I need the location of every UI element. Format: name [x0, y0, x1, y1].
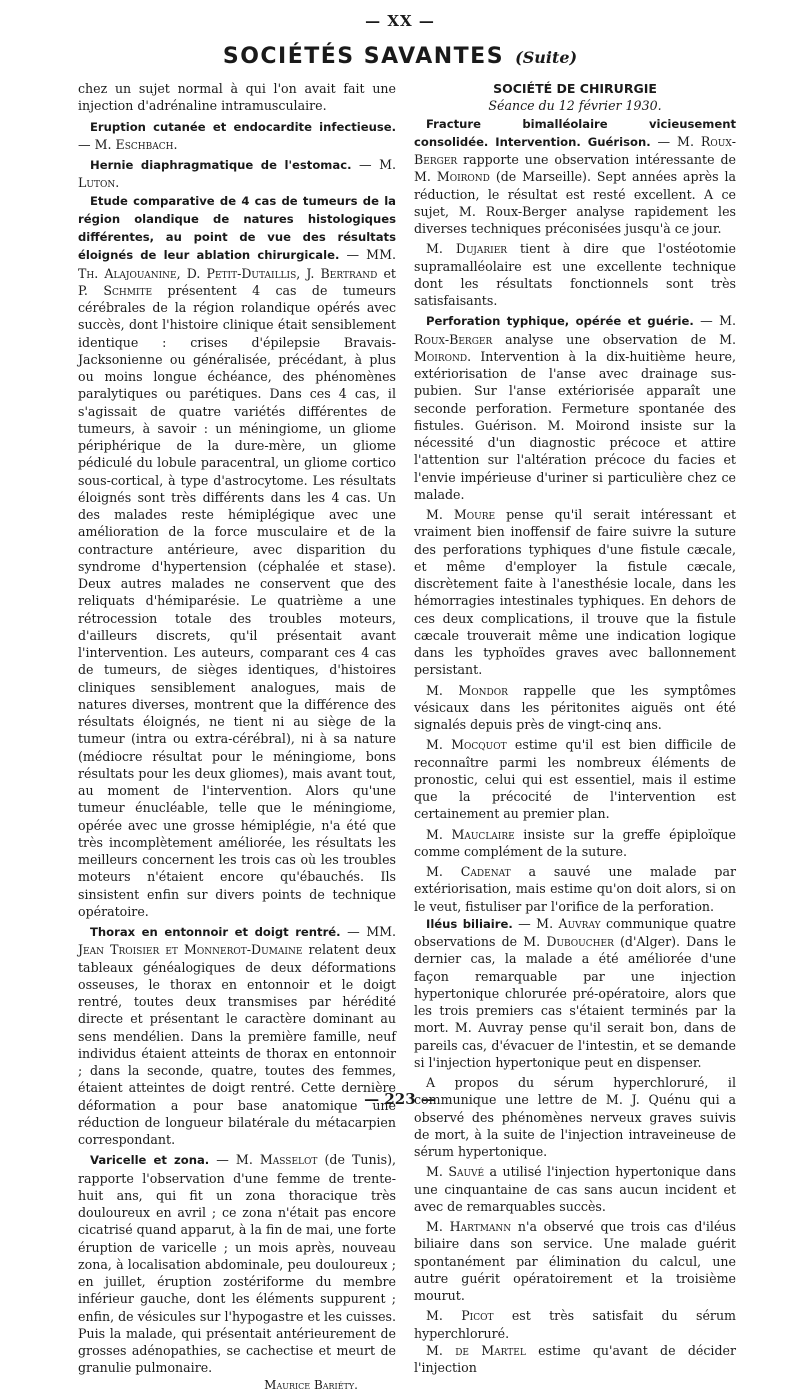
paragraph: Varicelle et zona. — M. Masselot (de Tunis), rapporte l'observation d'une femme de trente-huit ans, qui fit un zona thoracique très douloureux en avril ; ce zona n'était pas encore cicatrisé quand apparut, à la fin de mai, une forte éruption de varicelle ; un mois après, nouveau zona, à localisation abdominale, peu douloureux ; en juillet, éruption zostériforme du membre inférieur gauche, dont les éléments suppurent ; enfin, de vésicules sur l'hypogastre et les cuisses. Puis la malade, qui présentait antérieurement de grosses adénopathies, se cachectise et meurt de granulie pulmonaire. — [78, 1152, 396, 1376]
paragraph: M. Mocquot estime qu'il est bien difficile de reconnaître parmi les nombreux éléments de pronostic, celui qui est essentiel, mais il estime que la précocité de l'intervention est certainement au premier plan. — [414, 737, 736, 822]
paragraph: Etude comparative de 4 cas de tumeurs de la région olandique de natures histologiques différentes, au point de vue des résultats éloignés de leur ablation chirurgicale. — MM. Th. Alajouanine, D. Petit-Dutaillis, J. Bertrand et P. Schmite présentent 4 cas de tumeurs cérébrales de la région rolandique opérés avec succès, dont l'histoire clinique était sensiblement identique : crises d'épilepsie Bravais-Jacksonienne ou généralisée, précédant, à plus ou moins longue échéance, des phénomènes paralytiques ou parétiques. Dans ces 4 cas, il s'agissait de quatre variétés différentes de tumeurs, à savoir : un méningiome, un gliome périphérique de la dure-mère, un gliome pédiculé du lobule paracentral, un gliome cortico sous-cortical, à type d'astrocytome. Les résultats éloignés sont très différents dans les 4 cas. Un des malades reste hémiplégique avec une amélioration de la force musculaire et de la contracture antérieure, avec disparition du syndrome d'hypertension (céphalée et stase). Deux autres malades ne conservent que des reliquats d'hémiparésie. Le quatrième a une rétrocession totale des troubles moteurs, d'ailleurs discrets, qu'il présentait avant l'intervention. Les auteurs, comparant ces 4 cas de tumeurs, de sièges identiques, d'histoires cliniques sensiblement analogues, mais de natures diverses, montrent que la différence des résultats éloignés, ne tient ni au siège de la tumeur (intra ou extra-cérébral), ni à sa nature (médiocre résultat pour le méningiome, bons résultats pour les deux gliomes), mais avant tout, au moment de l'intervention. Alors qu'une tumeur énucléable, telle que le méningiome, opérée avec une grosse hémiplégie, n'a été que très incomplètement améliorée, les résultats les meilleurs concernent les trois cas où les troubles moteurs n'étaient encore qu'ébauchés. Ils sinsistent enfin sur divers points de technique opératoire. — [78, 193, 396, 919]
paragraph: M. Sauvé a utilisé l'injection hypertonique dans une cinquantaine de cas sans aucun incident et avec de remarquables succès. — [414, 1164, 737, 1214]
paragraph: M. Moure pense qu'il serait intéressant et vraiment bien inoffensif de faire suivre la suture des perforations typhiques d'une fistule cæcale, et même d'employer la fistule cæcale, discrètement faite à l'anesthésie locale, dans les hémorragies intestinales typhiques. En dehors de ces deux complications, il trouve que la fistule cæcale trouverait même une indication logique dans les typhoïdes graves avec ballonnement persistant. — [414, 507, 737, 678]
section-title: SOCIÉTÉS SAVANTES — [222, 44, 505, 69]
paragraph: Thorax en entonnoir et doigt rentré. — MM. Jean Troisier et Monnerot-Dumaine relatent deux tableaux généalogiques de deux déformations osseuses, le thorax en entonnoir et le doigt rentré, toutes deux transmises par hérédité directe et présentant le caractère dominant au sens mendélien. Dans la première famille, neuf individus étaient atteints de thorax en entonnoir ; dans la seconde, quatre, toutes des femmes, étaient atteintes de doigt rentré. Cette dernière déformation a pour base anatomique une réduction de longueur bilatérale du métacarpien correspondant. — [78, 924, 396, 1147]
right-column — [414, 80, 737, 1375]
paragraph: Perforation typhique, opérée et guérie. — M. Roux-Berger analyse une observation de M. Moirond. Intervention à la dix-huitième heure, extériorisation de l'anse avec drainage sus-pubien. Sur l'anse extériorisée apparaît une seconde perforation. Fermeture spontanée des fistules. Guérison. M. Moirond insiste sur la nécessité d'un diagnostic précoce et attire l'attention sur l'altération précoce du facies et l'envie impérieuse d'uriner si particulière chez ce malade. — [414, 313, 736, 502]
paragraph: M. Mauclaire insiste sur la greffe épiploïque comme complément de la suture. — [414, 826, 736, 859]
paragraph: M. Dujarier tient à dire que l'ostéotomie supramalléolaire est une excellente technique dont les résultats fonctionnels sont très satisfaisants. — [414, 241, 736, 308]
author-signature: Maurice Bariéty. — [264, 1377, 358, 1392]
left-column — [78, 80, 397, 1392]
paragraph: Hernie diaphragmatique de l'estomac. — M. Luton. — [78, 157, 397, 191]
page-number: — 223 — — [364, 1090, 436, 1108]
paragraph: Eruption cutanée et endocardite infectieuse. — M. Eschbach. — [78, 119, 396, 152]
society-title: SOCIÉTÉ DE CHIRURGIE — [493, 81, 657, 96]
paragraph: Fracture bimalléolaire vicieusement consolidée. Intervention. Guérison. — M. Roux-Berger rapporte une observation intéressante de M. Moirond (de Marseille). Sept années après la réduction, le résultat est resté excellent. A ce sujet, M. Roux-Berger analyse rapidement les diverses techniques préconisées jusqu'à ce jour. — [414, 116, 736, 236]
roman-page-number: — XX — — [365, 12, 435, 30]
paragraph: chez un sujet normal à qui l'on avait fait une injection d'adrénaline intramusculaire. — [78, 81, 396, 114]
paragraph: M. Hartmann n'a observé que trois cas d'iléus biliaire dans son service. Une malade guérit spontanément par élimination du calcul, une autre guérit opératoirement et la troisième mourut. — [414, 1219, 736, 1303]
masthead — [0, 44, 800, 69]
session-date: Séance du 12 février 1930. — [488, 98, 662, 114]
paragraph: Iléus biliaire. — M. Auvray communique quatre observations de M. Duboucher (d'Alger). Dans le dernier cas, la malade a été améliorée d'une façon remarquable par une injection hypertonique chlorurée pré-opératoire, alors que les trois premiers cas s'étaient terminés par la mort. M. Auvray pense qu'il serait bon, dans de pareils cas, d'évacuer de l'intestin, et se demande si l'injection hypertonique peut en dispenser. — [414, 915, 737, 1070]
paragraph: M. de Martel estime qu'avant de décider l'injection — [414, 1342, 736, 1375]
paragraph: M. Cadenat a sauvé une malade par extériorisation, mais estime qu'on doit alors, si on le veut, fistuliser par l'orifice de la perforation. — [414, 864, 736, 914]
paragraph: M. Picot est très satisfait du sérum hyperchloruré. — [414, 1308, 736, 1341]
paragraph: M. Mondor rappelle que les symptômes vésicaux dans les péritonites aiguës ont été signalés depuis près de vingt-cinq ans. — [414, 682, 737, 732]
section-suite: (Suite) — [515, 48, 578, 67]
paragraph: A propos du sérum hyperchloruré, il communique une lettre de M. J. Quénu qui a observé des phénomènes nerveux graves suivis de mort, à la suite de l'injection intraveineuse de sérum hypertonique. — [414, 1075, 736, 1159]
